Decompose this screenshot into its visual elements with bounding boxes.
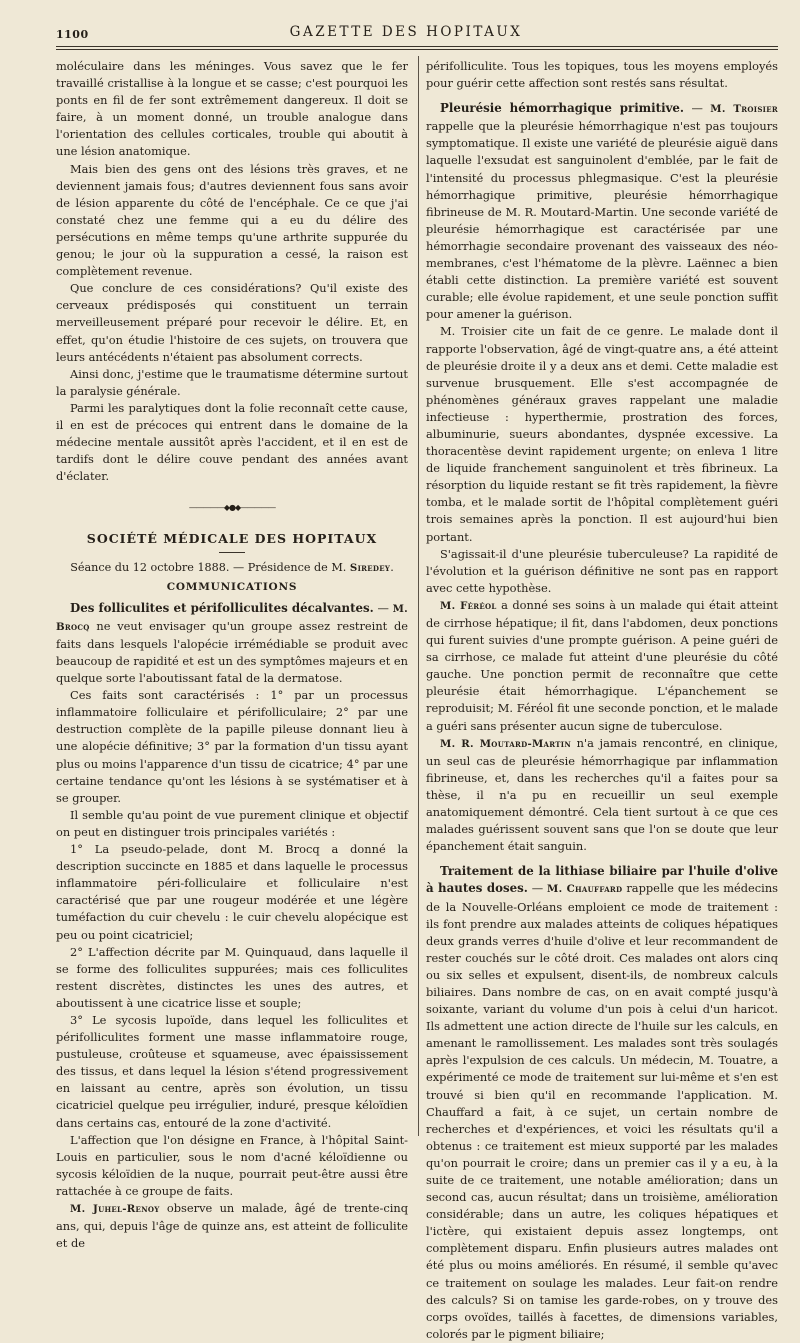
dash: — <box>527 881 548 896</box>
seance-line <box>56 559 408 577</box>
speaker-name: M. Brocq <box>56 602 409 633</box>
paragraph: L'affection que l'on désigne en France, à l'hôpital Saint-Louis en particulier, sous le nom d'acné kéloïdienne ou sycosis kéloïdien de la nuque, pourrait peut-être aussi être rattachée à ce groupe de faits. <box>56 1132 408 1198</box>
run-in-heading: Traitement de la lithiase biliaire par l'huile d'olive à hautes doses. <box>426 864 778 896</box>
paragraph: Il semble qu'au point de vue purement clinique et objectif on peut en distinguer trois principales variétés : <box>56 807 408 839</box>
paragraph-text: rappelle que la pleurésie hémorrhagique n'est pas toujours symptomatique. Il existe une variété de pleurésie aiguë dans laquelle l'exsudat est sanguinolent d'emblée, par le fait de l'intensité du processus phlegmasique. C'est la pleurésie hémorrhagique primitive, pleurésie hémorrhagique fibrineuse de M. R. Moutard-Martin. Une seconde variété de pleurésie hémorrhagique est caractérisée par une hémorrhagie secondaire provenant des vaisseaux des néo-membranes, c'est l'hématome de la plèvre. Laënnec a bien établi cette distinction. La première variété est souvent curable; elle évolue rapidement, et une seule ponction suffit pour amener la guérison. <box>426 119 779 322</box>
paragraph-text: observe un malade, âgé de trente-cinq ans, qui, depuis l'âge de quinze ans, est atteint de folliculite et de <box>56 1201 408 1251</box>
paragraph <box>426 863 778 1343</box>
seance-text: Séance du 12 octobre 1888. — Présidence de M. <box>70 560 350 574</box>
running-title: GAZETTE DES HOPITAUX <box>289 24 523 40</box>
title-rule <box>219 552 245 553</box>
paragraph <box>56 1200 408 1252</box>
paragraph: Ainsi donc, j'estime que le traumatisme détermine surtout la paralysie générale. <box>56 366 408 398</box>
paragraph-text: ne veut envisager qu'un groupe assez restreint de faits dans lesquels l'alopécie irrémédiable se produit avec beaucoup de rapidité et est un des symptômes majeurs et en quelque sorte l'aboutissant fatal de la dermatose. <box>56 618 408 686</box>
page-header <box>56 22 756 44</box>
paragraph-text: a donné ses soins à un malade qui était atteint de cirrhose hépatique; il fit, dans l'abdomen, deux ponctions qui furent suivies d'une prompte guérison. A peine guéri de sa cirrhose, ce malade fut atteint d'une pleurésie du côté gauche. Une ponction permit de reconnaître que cette pleurésie était hémorrhagique. L'épanchement se reproduisit; M. Féréol fit une seconde ponction, et le malade a guéri sans présenter aucun signe de tuberculose. <box>426 597 778 733</box>
paragraph: 3° Le sycosis lupoïde, dans lequel les folliculites et périfolliculites forment une masse inflammatoire rouge, pustuleuse, croûteuse et squameuse, avec épaississement des tissus, et dans lequel la lésion s'étend progressivement en laissant au centre, après son évolution, un tissu cicatriciel quelque peu irrégulier, induré, presque kéloïdien dans certains cas, entouré de la zone d'activité. <box>56 1012 408 1130</box>
speaker-name: M. R. Moutard-Martin <box>440 737 572 750</box>
president-name: Siredey <box>349 561 391 574</box>
header-rule <box>56 46 778 47</box>
paragraph: 1° La pseudo-pelade, dont M. Brocq a donné la description succincte en 1885 et dans laquelle le processus inflammatoire péri-folliculaire et folliculaire n'est caractérisé que par une rougeur modérée et une légère tuméfaction du cuir chevelu : le cuir chevelu alopécique est peu ou point cicatriciel; <box>56 842 408 942</box>
page-number: 1100 <box>56 28 89 41</box>
paragraph: Mais bien des gens ont des lésions très graves, et ne deviennent jamais fous; d'autres deviennent fous sans avoir de lésion apparente du côté de l'encéphale. Ce ce que j'ai constaté chez une femme qui a eu du délire des persécutions en même temps qu'une arthrite suppurée du genou; le jour où la suppuration a cessé, la raison est complètement revenue. <box>56 161 408 279</box>
paragraph: Que conclure de ces considérations? Qu'il existe des cerveaux prédisposés qui constituent un terrain merveilleusement préparé pour recevoir le délire. Et, en effet, qu'on étudie l'histoire de ces sujets, on trouvera que leurs antécédents n'étaient pas absolument corrects. <box>56 281 408 364</box>
paragraph: 2° L'affection décrite par M. Quinquaud, dans laquelle il se forme des folliculites suppurées; mais ces folliculites restent discrètes, distinctes les unes des autres, et aboutissent à une cicatrice lisse et souple; <box>56 944 408 1010</box>
section-ornament: —————◆●◆————— <box>188 503 276 513</box>
dash: — <box>684 101 711 116</box>
column-divider <box>418 56 419 1136</box>
dash: — <box>373 600 393 615</box>
paragraph: S'agissait-il d'une pleurésie tuberculeuse? La rapidité de l'évolution et la guérison définitive ne sont pas en rapport avec cette hypothèse. <box>426 546 778 595</box>
spacer <box>426 92 778 100</box>
paragraph: Ces faits sont caractérisés : 1° par un processus inflammatoire folliculaire et périfolliculaire; 2° par une destruction complète de la papille pileuse donnant lieu à une alopécie définitive; 3° par la formation d'un tissu ayant plus ou moins l'apparence d'un tissu de cicatrice; 4° par une certaine tendance qu'ont les lésions à se systématiser et à se grouper. <box>56 688 408 805</box>
speaker-name: M. Troisier <box>710 103 778 116</box>
paragraph: M. Troisier cite un fait de ce genre. Le malade dont il rapporte l'observation, âgé de vingt-quatre ans, a été atteint de pleurésie droite il y a deux ans et demi. Cette maladie est survenue brusquement. Elle s'est accompagnée de phénomènes généraux graves rappelant une maladie infectieuse : hyperthermie, prostration des forces, albuminurie, sueurs abondantes, dyspnée excessive. La thoracentèse devint rapidement urgente; on enleva 1 litre de liquide franchement sanguinolent et très fibrineux. La résorption du liquide restant se fit très rapidement, la fièvre tomba, et le malade sortit de l'hôpital complètement guéri trois semaines après la ponction. Il est aujourd'hui bien portant. <box>426 324 778 544</box>
paragraph-text: n'a jamais rencontré, en clinique, un seul cas de pleurésie hémorrhagique par inflammation fibrineuse, et, dans les recherches qu'il a faites pour sa thèse, il n'a pu en recueillir un seul exemple anatomiquement démontré. Cela tient surtout à ce que ces malades guérissent souvent sans que l'on se doute que leur épanchement était sanguin. <box>426 735 778 854</box>
paragraph-text: rappelle que les médecins de la Nouvelle-Orléans emploient ce mode de traitement : ils font prendre aux malades atteints de coliques hépatiques deux grands verres d'huile d'olive et leur recommandent de rester couchés sur le côté droit. Ces malades ont alors cinq ou six selles et expulsent, disent-ils, de nombreux calculs biliaires. Dans nombre de cas, on en avait compté jusqu'à soixante, variant du volume d'un pois à celui d'un haricot. Ils admettent une action directe de l'huile sur les calculs, en amenant le ramollissement. Les malades sont très soulagés après l'expulsion de ces calculs. Un médecin, M. Touatre, a expérimenté ce mode de traitement sur lui-même et s'en est trouvé si bien qu'il en recommande l'application. M. Chauffard a fait, à ce sujet, un certain nombre de recherches et d'expériences, et voici les résultats qu'il a obtenus : ce traitement est mieux supporté par les malades qu'on pourrait le croire; dans un premier cas il y a eu, à la suite de ce traitement, une notable amélioration; dans un second cas, aucun résultat; dans un troisième, amélioration considérable; dans un autre, les coliques hépatiques et l'ictère, qui existaient depuis assez longtemps, ont complètement disparu. Enfin plusieurs autres malades ont été plus ou moins améliorés. En résumé, il semble qu'avec ce traitement on soulage les malades. Leur fait-on rendre des calculs? Si on tamise les garde-robes, on y trouve des corps ovoïdes, taillés à facettes, de dimensions variables, colorés par le pigment biliaire; <box>426 881 779 1341</box>
seance-end: . <box>390 560 394 574</box>
spacer <box>426 855 778 863</box>
right-column <box>426 58 778 1343</box>
paragraph <box>426 100 778 323</box>
paragraph <box>426 597 778 735</box>
paragraph <box>56 600 408 687</box>
communications-heading: COMMUNICATIONS <box>166 580 298 593</box>
run-in-heading: Pleurésie hémorrhagique primitive. <box>440 101 685 116</box>
speaker-name: M. Féréol <box>440 599 497 612</box>
run-in-heading: Des folliculites et périfolliculites décalvantes. <box>70 600 374 615</box>
paragraph: Parmi les paralytiques dont la folie reconnaît cette cause, il en est de précoces qui entrent dans le domaine de la médecine mentale aussitôt après l'accident, et il en est de tardifs dont le délire couve pendant des années avant d'éclater. <box>56 400 408 484</box>
speaker-name: M. Juhel-Renoy <box>70 1203 160 1215</box>
paragraph <box>426 735 778 856</box>
paragraph: moléculaire dans les méninges. Vous savez que le fer travaillé cristallise à la longue et se casse; c'est pourquoi les ponts en fil de fer sont extrêmement dangereux. Il doit se faire, à un moment donné, un trouble analogue dans l'orientation des cellules corticales, trouble qui aboutit à une lésion anatomique. <box>56 59 408 159</box>
paragraph: périfolliculite. Tous les topiques, tous les moyens employés pour guérir cette affection sont restés sans résultat. <box>426 59 778 91</box>
section-title: SOCIÉTÉ MÉDICALE DES HOPITAUX <box>86 531 378 547</box>
speaker-name: M. Chauffard <box>547 883 623 896</box>
left-column <box>56 58 408 1252</box>
header-rule-thin <box>56 49 778 50</box>
